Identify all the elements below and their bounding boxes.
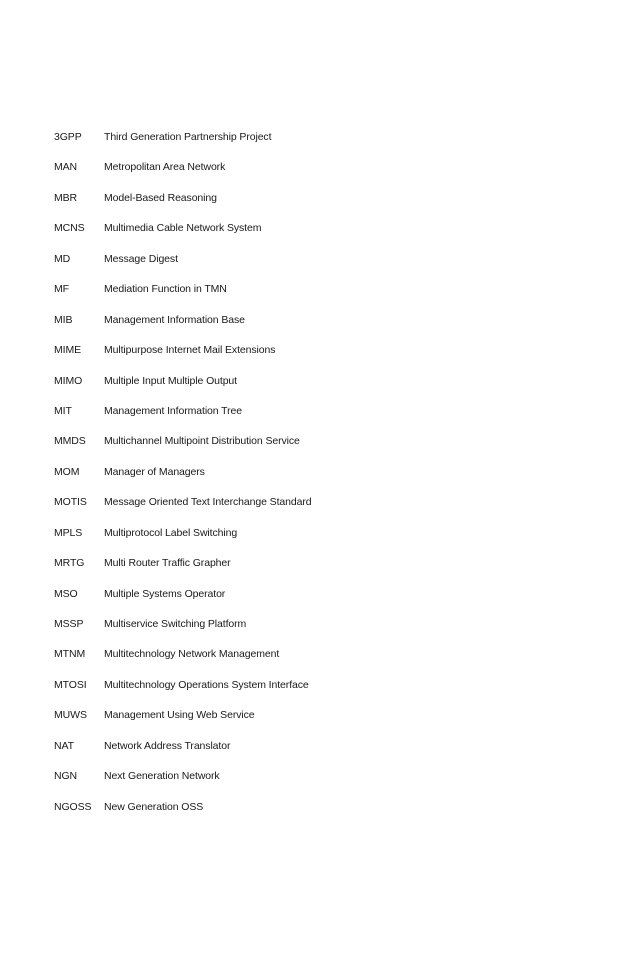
glossary-row: [54, 679, 594, 709]
acronym-definition: Multichannel Multipoint Distribution Service: [104, 435, 300, 448]
glossary-row: [54, 375, 594, 405]
glossary-row: [54, 527, 594, 557]
acronym-term: 3GPP: [54, 131, 82, 143]
glossary-row: [54, 131, 594, 161]
glossary-row: [54, 161, 594, 191]
glossary-row: [54, 709, 594, 739]
glossary-row: [54, 314, 594, 344]
acronym-term: MOTIS: [54, 496, 87, 509]
glossary-row: [54, 557, 594, 587]
acronym-definition: Manager of Managers: [104, 465, 205, 478]
glossary-row: [54, 222, 594, 252]
acronym-term: MF: [54, 283, 69, 296]
glossary-row: [54, 192, 594, 222]
acronym-term: MAN: [54, 161, 78, 174]
acronym-definition: Multiple Input Multiple Output: [104, 374, 237, 387]
acronym-definition: Management Information Tree: [104, 404, 242, 417]
glossary-row: [54, 588, 594, 618]
glossary-row: [54, 344, 594, 374]
acronym-definition: Multipurpose Internet Mail Extensions: [104, 344, 276, 357]
acronym-definition: Metropolitan Area Network: [104, 161, 226, 174]
acronym-definition: Network Address Translator: [104, 739, 231, 752]
acronym-term: MOM: [54, 465, 80, 478]
acronym-definition: Multitechnology Network Management: [104, 648, 280, 661]
glossary-row: [54, 740, 594, 770]
acronym-definition: Management Using Web Service: [104, 709, 255, 722]
acronym-term: MIB: [54, 313, 73, 326]
acronym-term: MMDS: [54, 435, 86, 448]
acronym-term: MSSP: [54, 618, 84, 630]
acronym-term: MTNM: [54, 648, 86, 661]
glossary-row: [54, 253, 594, 283]
glossary-row: [54, 801, 594, 831]
acronym-definition: Multiservice Switching Platform: [104, 618, 247, 630]
glossary-row: [54, 496, 594, 526]
acronym-definition: New Generation OSS: [104, 800, 204, 813]
acronym-term: MIME: [54, 344, 82, 357]
acronym-definition: Multiple Systems Operator: [104, 587, 226, 600]
glossary-row: [54, 435, 594, 465]
acronym-term: MIT: [54, 404, 72, 417]
acronym-term: MSO: [54, 587, 78, 600]
acronym-term: MPLS: [54, 526, 83, 539]
acronym-term: MCNS: [54, 222, 85, 235]
acronym-definition: Multitechnology Operations System Interface: [104, 678, 309, 691]
acronym-definition: Multi Router Traffic Grapher: [104, 557, 231, 570]
acronym-term: NAT: [54, 739, 74, 752]
acronym-term: MUWS: [54, 709, 87, 722]
acronym-term: NGN: [54, 770, 78, 783]
acronym-definition: Management Information Base: [104, 313, 245, 326]
acronym-definition: Multimedia Cable Network System: [104, 222, 262, 235]
acronym-term: NGOSS: [54, 800, 92, 813]
acronym-definition: Message Digest: [104, 252, 178, 265]
acronym-term: MBR: [54, 191, 78, 204]
acronym-definition: Multiprotocol Label Switching: [104, 526, 238, 539]
acronym-term: MTOSI: [54, 678, 87, 691]
acronym-definition: Third Generation Partnership Project: [104, 131, 272, 143]
acronym-term: MRTG: [54, 557, 85, 570]
acronym-list: [54, 131, 594, 831]
acronym-term: MD: [54, 252, 71, 265]
glossary-row: [54, 618, 594, 648]
acronym-term: MIMO: [54, 374, 83, 387]
glossary-row: [54, 648, 594, 678]
acronym-definition: Next Generation Network: [104, 770, 220, 783]
glossary-row: [54, 405, 594, 435]
glossary-row: [54, 283, 594, 313]
glossary-row: [54, 770, 594, 800]
acronym-definition: Mediation Function in TMN: [104, 283, 227, 296]
glossary-row: [54, 466, 594, 496]
acronym-definition: Message Oriented Text Interchange Standard: [104, 496, 312, 509]
acronym-definition: Model-Based Reasoning: [104, 191, 217, 204]
